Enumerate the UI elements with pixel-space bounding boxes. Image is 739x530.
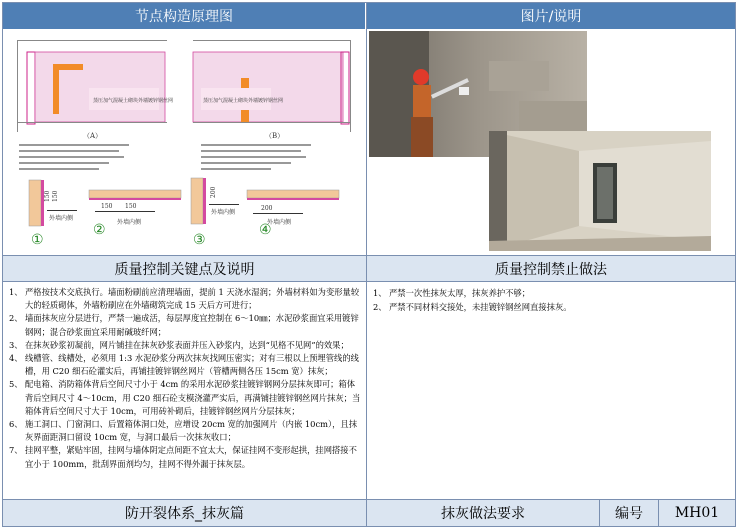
construction-diagram xyxy=(5,30,363,252)
mesh-label-a: 蒸压加气混凝土砌块外墙镀锌钢丝网 xyxy=(93,98,174,104)
footer-series-title: 防开裂体系_抹灰篇 xyxy=(3,500,366,526)
wall-inner-3: 外墙内侧 xyxy=(211,209,236,216)
list-item: 7、 挂网平整，紧贴牢固，挂网与墙体阴定点间距不宜太大，保证挂网不变形起拱，挂网搭接不宜小于 100mm，批刮界面剂均匀，挂网不得外漏于抹灰层。 xyxy=(9,445,357,469)
forbidden-title: 质量控制禁止做法 xyxy=(367,255,735,282)
detail-2 xyxy=(89,190,181,238)
wall-inner-1: 外墙内侧 xyxy=(49,215,74,222)
detail-4 xyxy=(247,190,339,238)
detail-1-number: ① xyxy=(31,232,44,248)
header-photos: 图片/说明 xyxy=(367,3,735,29)
header-diagram: 节点构造原理图 xyxy=(3,3,365,29)
panel-a xyxy=(17,40,173,170)
panel-b-label: （B） xyxy=(265,132,285,140)
dim-150-b: 150 xyxy=(52,190,59,202)
dim-200-a: 200 xyxy=(210,186,217,198)
key-points-list xyxy=(3,286,363,471)
list-item: 2、 严禁不同材料交接处，未挂镀锌钢丝网直接抹灰。 xyxy=(373,302,572,312)
list-item: 2、 墙面抹灰应分层进行，严禁一遍成活，每层厚度宜控制在 6～10㎜；水泥砂浆面宜采用镀锌钢网；混合砂浆面宜采用耐碱玻纤网； xyxy=(9,313,359,337)
key-points-title: 质量控制关键点及说明 xyxy=(3,255,366,282)
dim-150-d: 150 xyxy=(125,203,137,210)
list-item: 3、 在抹灰砂浆初凝前，网片铺挂在抹灰砂浆表面并压入砂浆内，达到“见格不见网”的效果； xyxy=(9,339,349,350)
list-item: 1、 严格按技术交底执行。墙面粉刷前应清理墙面，提前 1 天浇水湿润；外墙材料如为变形量较大的轻质砌体，外墙粉刷应在外墙砌筑完成 15 天后方可进行； xyxy=(9,287,360,311)
forbidden-list xyxy=(367,286,733,314)
detail-3 xyxy=(191,178,239,248)
wall-inner-4: 外墙内侧 xyxy=(267,219,292,226)
detail-4-number: ④ xyxy=(259,222,272,238)
footer-code-label: 编号 xyxy=(600,500,658,526)
detail-1 xyxy=(29,180,77,248)
detail-2-number: ② xyxy=(93,222,106,238)
photo-finished-room xyxy=(489,131,711,251)
wall-inner-2: 外墙内侧 xyxy=(117,219,142,226)
panel-b xyxy=(193,40,351,170)
diagram-svg xyxy=(5,30,363,252)
list-item: 1、 严禁一次性抹灰太厚，抹灰养护不够； xyxy=(373,288,531,298)
dim-150-a: 150 xyxy=(44,190,51,202)
list-item: 6、 施工洞口、门窗洞口、后置箱体洞口处，应增设 20cm 宽的加强网片（内嵌 10cm），且抹灰界面距洞口留设 10cm 宽，与洞口最后一次抹灰收口； xyxy=(9,419,358,443)
footer-code-value: MH01 xyxy=(659,500,735,526)
list-item: 4、 线槽管、线槽处，必须用 1:3 水泥砂浆分两次抹灰找网压密实；对有三根以上预埋管线的线槽，用 C20 细石砼灌实后，再铺挂镀锌钢丝网片（管槽两侧各压 15cm 宽）抹灰； xyxy=(9,353,359,377)
dim-150-c: 150 xyxy=(101,203,113,210)
detail-3-number: ③ xyxy=(193,232,206,248)
panel-a-label: （A） xyxy=(83,132,103,140)
mesh-label-b: 蒸压加气混凝土砌块外墙镀锌钢丝网 xyxy=(203,98,284,104)
list-item: 5、 配电箱、消防箱体背后空间尺寸小于 4cm 的采用水泥砂浆挂镀锌钢网分层抹灰即可；箱体背后空间尺寸 4～10cm，用 C20 细石砼支模浇灌严实后，再满铺挂镀锌钢丝网片抹灰；当箱体背后空间尺寸大于 10cm，可用砖补砌后，挂镀锌钢丝网片分层抹灰； xyxy=(9,379,361,416)
dim-200-b: 200 xyxy=(261,205,273,212)
footer-topic: 抹灰做法要求 xyxy=(367,500,599,526)
